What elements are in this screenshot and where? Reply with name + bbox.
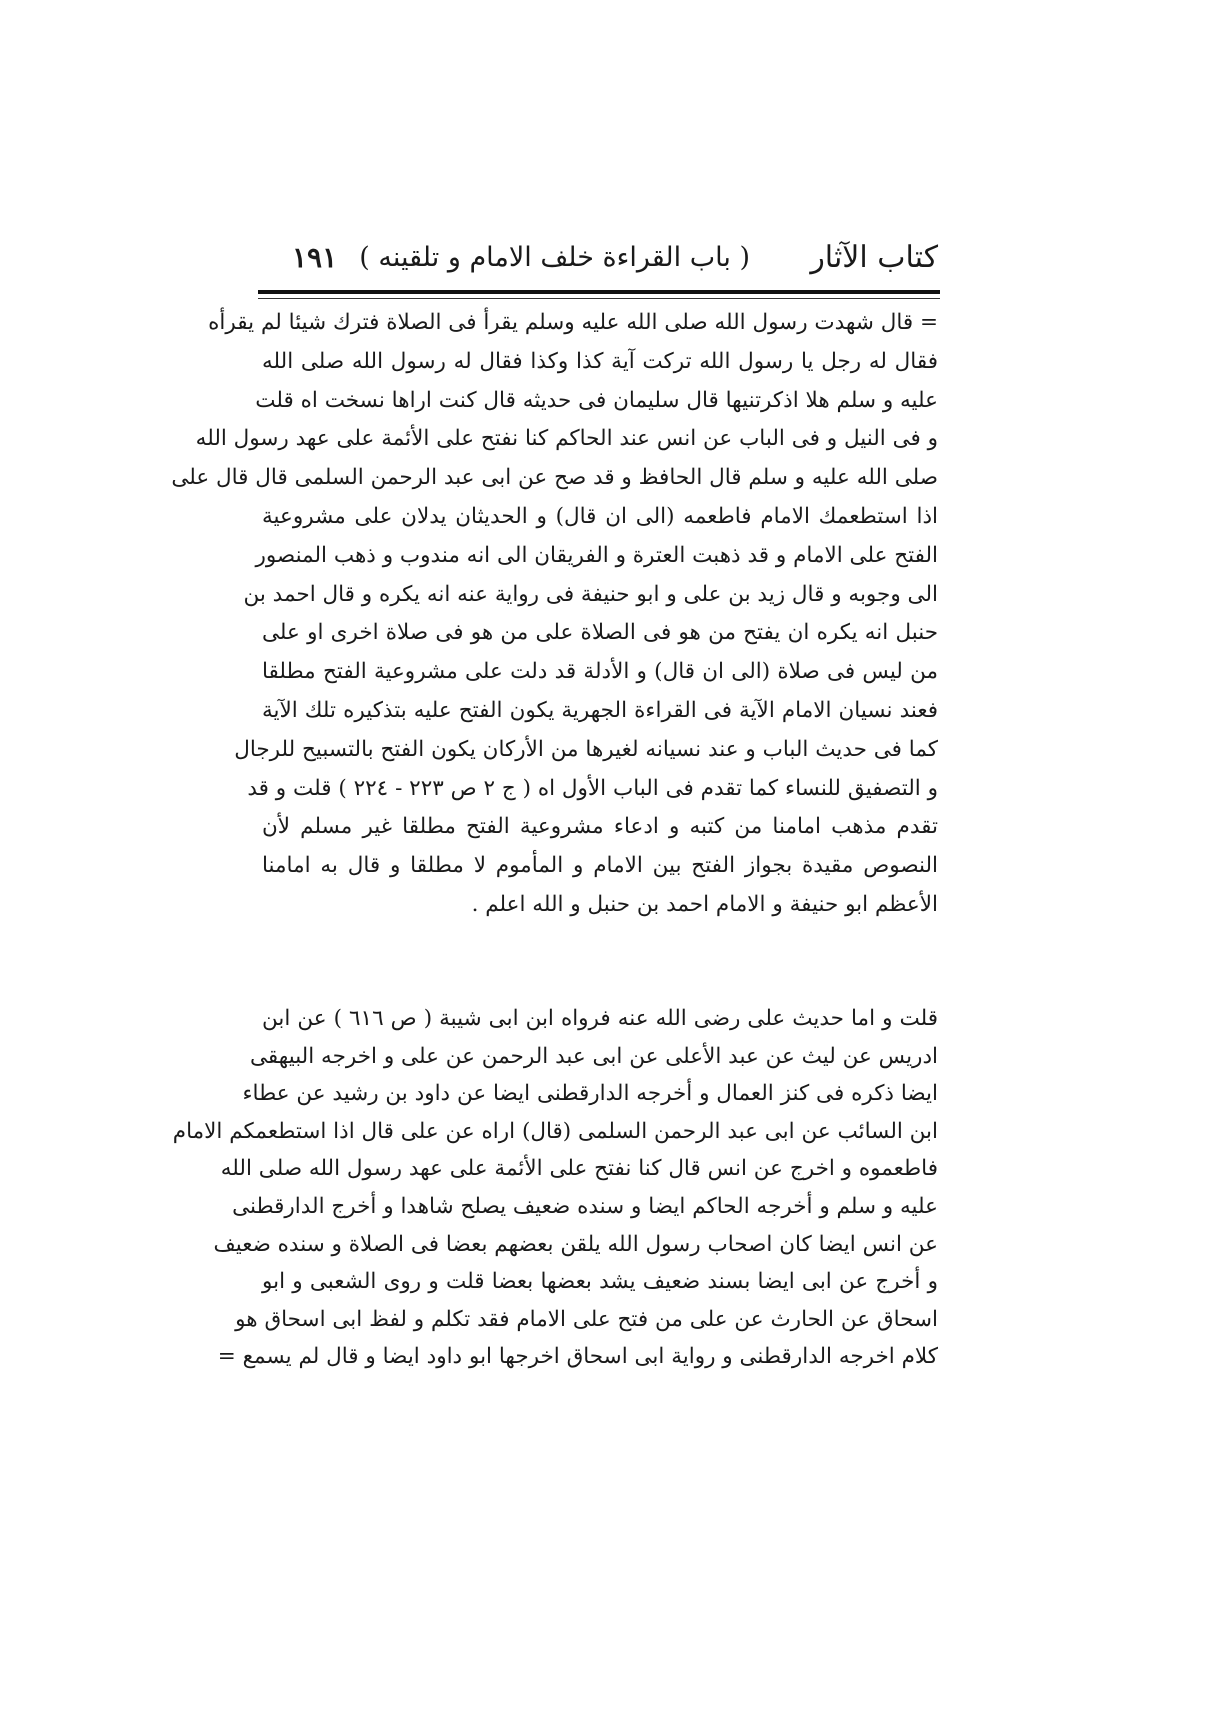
text-line: الأعظم ابو حنيفة و الامام احمد بن حنبل و الله اعلم .: [471, 891, 938, 917]
text-line: قلت و اما حديث على رضى الله عنه فرواه ابن ابى شيبة ( ص ٦١٦ ) عن ابن: [262, 1006, 938, 1031]
text-line: كلام اخرجه الدارقطنى و رواية ابى اسحاق اخرجها ابو داود ايضا و قال لم يسمع =: [217, 1344, 938, 1370]
body-paragraph-1: [171, 304, 938, 925]
text-line: كما فى حديث الباب و عند نسيانه لغيرها من الأركان يكون الفتح بالتسبيح للرجال: [234, 736, 938, 762]
text-line: من ليس فى صلاة (الى ان قال) و الأدلة قد دلت على مشروعية الفتح مطلقا: [262, 659, 938, 685]
text-line: و أخرج عن ابى ايضا بسند ضعيف يشد بعضها بعضا قلت و روى الشعبى و ابو: [262, 1269, 938, 1295]
body-paragraph-2: [172, 1000, 938, 1376]
book-title: كتاب الآثار: [810, 240, 938, 275]
text-line: اسحاق عن الحارث عن على من فتح على الامام فقد تكلم و لفظ ابى اسحاق هو: [235, 1306, 938, 1332]
text-line: اذا استطعمك الامام فاطعمه (الى ان قال) و الحديثان يدلان على مشروعية: [262, 503, 938, 529]
text-line: ايضا ذكره فى كنز العمال و أخرجه الدارقطنى ايضا عن داود بن رشيد عن عطاء: [242, 1081, 938, 1107]
page-number: ١٩١: [292, 241, 338, 274]
text-line: الى وجوبه و قال زيد بن على و ابو حنيفة فى رواية عنه انه يكره و قال احمد بن: [243, 581, 938, 607]
text-line: فاطعموه و اخرج عن انس قال كنا نفتح على الأئمة على عهد رسول الله صلى الله: [220, 1156, 938, 1182]
text-line: عليه و سلم و أخرجه الحاكم ايضا و سنده ضعيف يصلح شاهدا و أخرج الدارقطنى: [232, 1193, 938, 1219]
chapter-title: ( باب القراءة خلف الامام و تلقينه ): [359, 242, 750, 273]
text-line: حنبل انه يكره ان يفتح من هو فى الصلاة على من هو فى صلاة اخرى او على: [262, 620, 938, 646]
page-header: [258, 236, 938, 288]
text-line: و فى النيل و فى الباب عن انس عند الحاكم كنا نفتح على الأئمة على عهد رسول الله: [195, 426, 938, 452]
text-line: صلى الله عليه و سلم قال الحافظ و قد صح عن ابى عبد الرحمن السلمى قال قال على: [171, 465, 938, 491]
text-line: عن انس ايضا كان اصحاب رسول الله يلقن بعضهم بعضا فى الصلاة و سنده ضعيف: [213, 1231, 938, 1257]
text-line: النصوص مقيدة بجواز الفتح بين الامام و المأموم لا مطلقا و قال به امامنا: [262, 853, 938, 879]
text-line: و التصفيق للنساء كما تقدم فى الباب الأول اه ( ج ٢ ص ٢٢٣ - ٢٢٤ ) قلت و قد: [247, 775, 938, 801]
text-line: فعند نسيان الامام الآية فى القراءة الجهرية يكون الفتح عليه بتذكيره تلك الآية: [262, 697, 938, 723]
text-line: ادريس عن ليث عن عبد الأعلى عن ابى عبد الرحمن عن على و اخرجه البيهقى: [250, 1043, 938, 1069]
header-rule-thin: [258, 298, 940, 299]
text-line: فقال له رجل يا رسول الله تركت آية كذا وكذا فقال له رسول الله صلى الله: [262, 348, 938, 374]
header-rule-thick: [258, 290, 940, 294]
text-line: تقدم مذهب امامنا من كتبه و ادعاء مشروعية الفتح مطلقا غير مسلم لأن: [262, 814, 938, 840]
text-line: = قال شهدت رسول الله صلى الله عليه وسلم يقرأ فى الصلاة فترك شيئا لم يقرأه: [208, 310, 938, 335]
text-line: عليه و سلم هلا اذكرتنيها قال سليمان فى حديثه قال كنت اراها نسخت اه قلت: [255, 387, 938, 413]
text-line: ابن السائب عن ابى عبد الرحمن السلمى (قال) اراه عن على قال اذا استطعمكم الامام: [172, 1118, 938, 1144]
text-line: الفتح على الامام و قد ذهبت العترة و الفريقان الى انه مندوب و ذهب المنصور: [255, 542, 938, 568]
